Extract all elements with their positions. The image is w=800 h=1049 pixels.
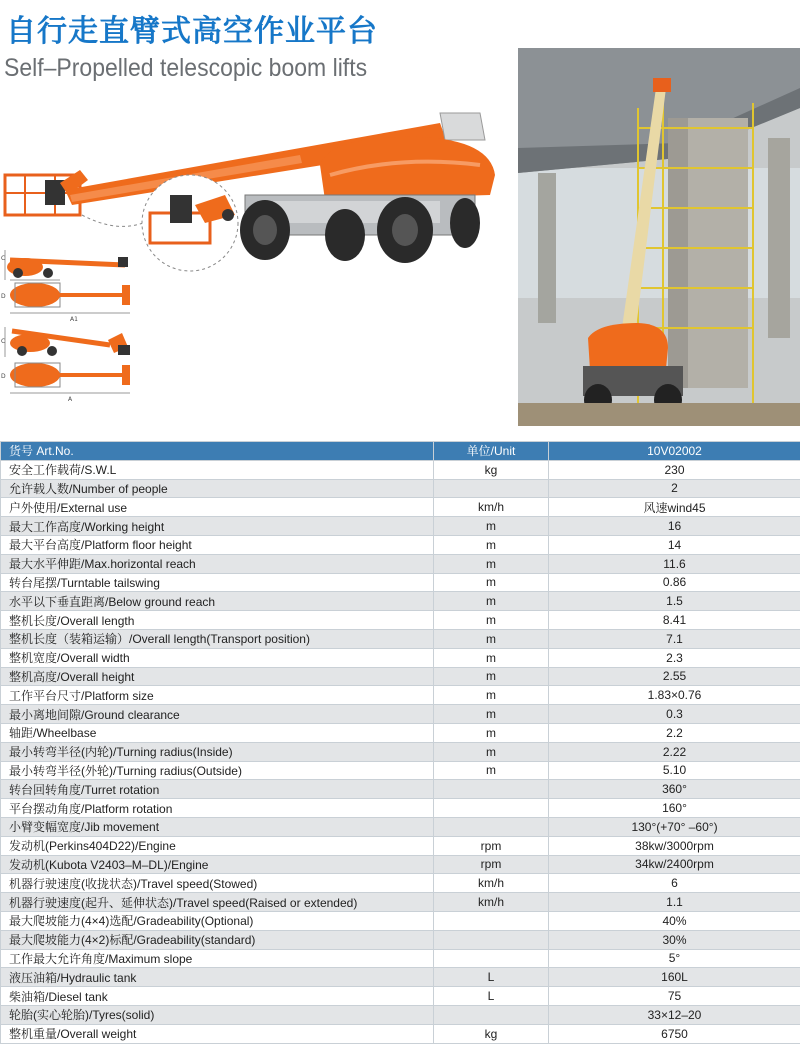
spec-unit [434, 780, 549, 799]
spec-value: 230 [549, 460, 800, 479]
spec-unit: m [434, 705, 549, 724]
spec-name: 最小转弯半径(外轮)/Turning radius(Outside) [1, 761, 434, 780]
spec-value: 2.2 [549, 723, 800, 742]
spec-name: 最大工作高度/Working height [1, 517, 434, 536]
spec-name: 户外使用/External use [1, 498, 434, 517]
page-title-english: Self–Propelled telescopic boom lifts [4, 54, 368, 82]
spec-unit: kg [434, 460, 549, 479]
table-row [1, 893, 800, 912]
spec-name: 转台回转角度/Turret rotation [1, 780, 434, 799]
spec-value: 33×12–20 [549, 1005, 800, 1024]
spec-name: 安全工作载荷/S.W.L [1, 460, 434, 479]
spec-unit: km/h [434, 893, 549, 912]
header-art-no: 货号 Art.No. [1, 442, 434, 461]
spec-name: 最大平台高度/Platform floor height [1, 535, 434, 554]
spec-value: 0.3 [549, 705, 800, 724]
dimension-diagram-transport [1, 327, 130, 357]
table-row [1, 554, 800, 573]
spec-unit: m [434, 592, 549, 611]
spec-unit: m [434, 648, 549, 667]
dimension-diagram-top [1, 283, 130, 323]
header-unit: 单位/Unit [434, 442, 549, 461]
spec-name: 液压油箱/Hydraulic tank [1, 968, 434, 987]
spec-header-row [1, 442, 800, 461]
spec-value: 75 [549, 987, 800, 1006]
spec-unit: m [434, 742, 549, 761]
spec-unit: L [434, 968, 549, 987]
spec-name: 柴油箱/Diesel tank [1, 987, 434, 1006]
spec-unit: rpm [434, 855, 549, 874]
spec-unit: m [434, 629, 549, 648]
table-row [1, 968, 800, 987]
spec-value: 1.1 [549, 893, 800, 912]
spec-unit [434, 911, 549, 930]
spec-name: 允许载人数/Number of people [1, 479, 434, 498]
spec-unit: L [434, 987, 549, 1006]
table-row [1, 799, 800, 818]
spec-unit: km/h [434, 874, 549, 893]
spec-name: 水平以下垂直距离/Below ground reach [1, 592, 434, 611]
spec-value: 2 [549, 479, 800, 498]
spec-value: 2.55 [549, 667, 800, 686]
table-row [1, 648, 800, 667]
spec-value: 14 [549, 535, 800, 554]
header-model: 10V02002 [549, 442, 800, 461]
spec-name: 最大爬坡能力(4×4)选配/Gradeability(Optional) [1, 911, 434, 930]
table-row [1, 874, 800, 893]
spec-unit: m [434, 667, 549, 686]
table-row [1, 836, 800, 855]
table-row [1, 517, 800, 536]
table-row [1, 930, 800, 949]
table-row [1, 817, 800, 836]
table-row [1, 1005, 800, 1024]
spec-value: 160L [549, 968, 800, 987]
label-c: C [1, 255, 6, 262]
spec-value: 5° [549, 949, 800, 968]
spec-value: 6750 [549, 1024, 800, 1043]
spec-name: 整机长度（装箱运输）/Overall length(Transport position) [1, 629, 434, 648]
label-d: D [1, 293, 6, 300]
spec-name: 整机高度/Overall height [1, 667, 434, 686]
spec-unit: m [434, 573, 549, 592]
spec-value: 16 [549, 517, 800, 536]
spec-name: 轮胎(实心轮胎)/Tyres(solid) [1, 1005, 434, 1024]
spec-value: 5.10 [549, 761, 800, 780]
spec-value: 30% [549, 930, 800, 949]
spec-unit: m [434, 535, 549, 554]
spec-name: 整机宽度/Overall width [1, 648, 434, 667]
table-row [1, 686, 800, 705]
spec-unit: kg [434, 1024, 549, 1043]
table-row [1, 667, 800, 686]
table-row [1, 987, 800, 1006]
spec-value: 7.1 [549, 629, 800, 648]
table-row [1, 911, 800, 930]
site-photo [518, 48, 800, 426]
table-row [1, 460, 800, 479]
label-c-2: C [1, 338, 6, 345]
spec-unit: m [434, 723, 549, 742]
table-row [1, 535, 800, 554]
table-row [1, 761, 800, 780]
spec-name: 轴距/Wheelbase [1, 723, 434, 742]
table-row [1, 479, 800, 498]
spec-unit [434, 1005, 549, 1024]
spec-unit [434, 949, 549, 968]
product-illustration [0, 95, 505, 425]
spec-name: 小臂变幅宽度/Jib movement [1, 817, 434, 836]
spec-value: 2.22 [549, 742, 800, 761]
spec-name: 转台尾摆/Turntable tailswing [1, 573, 434, 592]
dimension-diagram-top-2 [1, 363, 130, 403]
boom-lift-machine [5, 113, 495, 263]
spec-value: 40% [549, 911, 800, 930]
spec-table [0, 441, 800, 1044]
spec-unit: km/h [434, 498, 549, 517]
table-row [1, 855, 800, 874]
spec-unit [434, 479, 549, 498]
spec-unit: m [434, 517, 549, 536]
spec-name: 工作平台尺寸/Platform size [1, 686, 434, 705]
spec-value: 风速wind45 [549, 498, 800, 517]
spec-unit [434, 930, 549, 949]
spec-name: 发动机(Kubota V2403–M–DL)/Engine [1, 855, 434, 874]
table-row [1, 949, 800, 968]
table-row [1, 780, 800, 799]
table-row [1, 705, 800, 724]
spec-name: 机器行驶速度(收拢状态)/Travel speed(Stowed) [1, 874, 434, 893]
table-row [1, 1024, 800, 1043]
spec-name: 整机重量/Overall weight [1, 1024, 434, 1043]
spec-unit: rpm [434, 836, 549, 855]
spec-name: 最小离地间隙/Ground clearance [1, 705, 434, 724]
spec-value: 2.3 [549, 648, 800, 667]
spec-value: 6 [549, 874, 800, 893]
table-row [1, 573, 800, 592]
spec-unit [434, 799, 549, 818]
spec-unit [434, 817, 549, 836]
spec-value: 360° [549, 780, 800, 799]
spec-name: 机器行驶速度(起升、延伸状态)/Travel speed(Raised or extended) [1, 893, 434, 912]
dimension-diagram-stowed [1, 250, 128, 291]
table-row [1, 498, 800, 517]
spec-name: 整机长度/Overall length [1, 611, 434, 630]
spec-value: 1.83×0.76 [549, 686, 800, 705]
spec-unit: m [434, 686, 549, 705]
table-row [1, 611, 800, 630]
spec-unit: m [434, 761, 549, 780]
spec-value: 160° [549, 799, 800, 818]
spec-value: 130°(+70° –60°) [549, 817, 800, 836]
label-a1: A1 [70, 316, 78, 323]
spec-name: 平台摆动角度/Platform rotation [1, 799, 434, 818]
table-row [1, 592, 800, 611]
spec-unit: m [434, 554, 549, 573]
table-row [1, 723, 800, 742]
spec-value: 38kw/3000rpm [549, 836, 800, 855]
label-d-2: D [1, 373, 6, 380]
spec-value: 11.6 [549, 554, 800, 573]
spec-name: 发动机(Perkins404D22)/Engine [1, 836, 434, 855]
spec-value: 0.86 [549, 573, 800, 592]
spec-table-body [1, 460, 800, 1043]
spec-name: 工作最大允许角度/Maximum slope [1, 949, 434, 968]
label-a: A [68, 396, 73, 403]
spec-name: 最小转弯半径(内轮)/Turning radius(Inside) [1, 742, 434, 761]
spec-value: 1.5 [549, 592, 800, 611]
spec-name: 最大爬坡能力(4×2)标配/Gradeability(standard) [1, 930, 434, 949]
table-row [1, 742, 800, 761]
spec-value: 8.41 [549, 611, 800, 630]
table-row [1, 629, 800, 648]
spec-value: 34kw/2400rpm [549, 855, 800, 874]
spec-name: 最大水平伸距/Max.horizontal reach [1, 554, 434, 573]
spec-unit: m [434, 611, 549, 630]
page-title-chinese: 自行走直臂式高空作业平台 [6, 14, 378, 49]
